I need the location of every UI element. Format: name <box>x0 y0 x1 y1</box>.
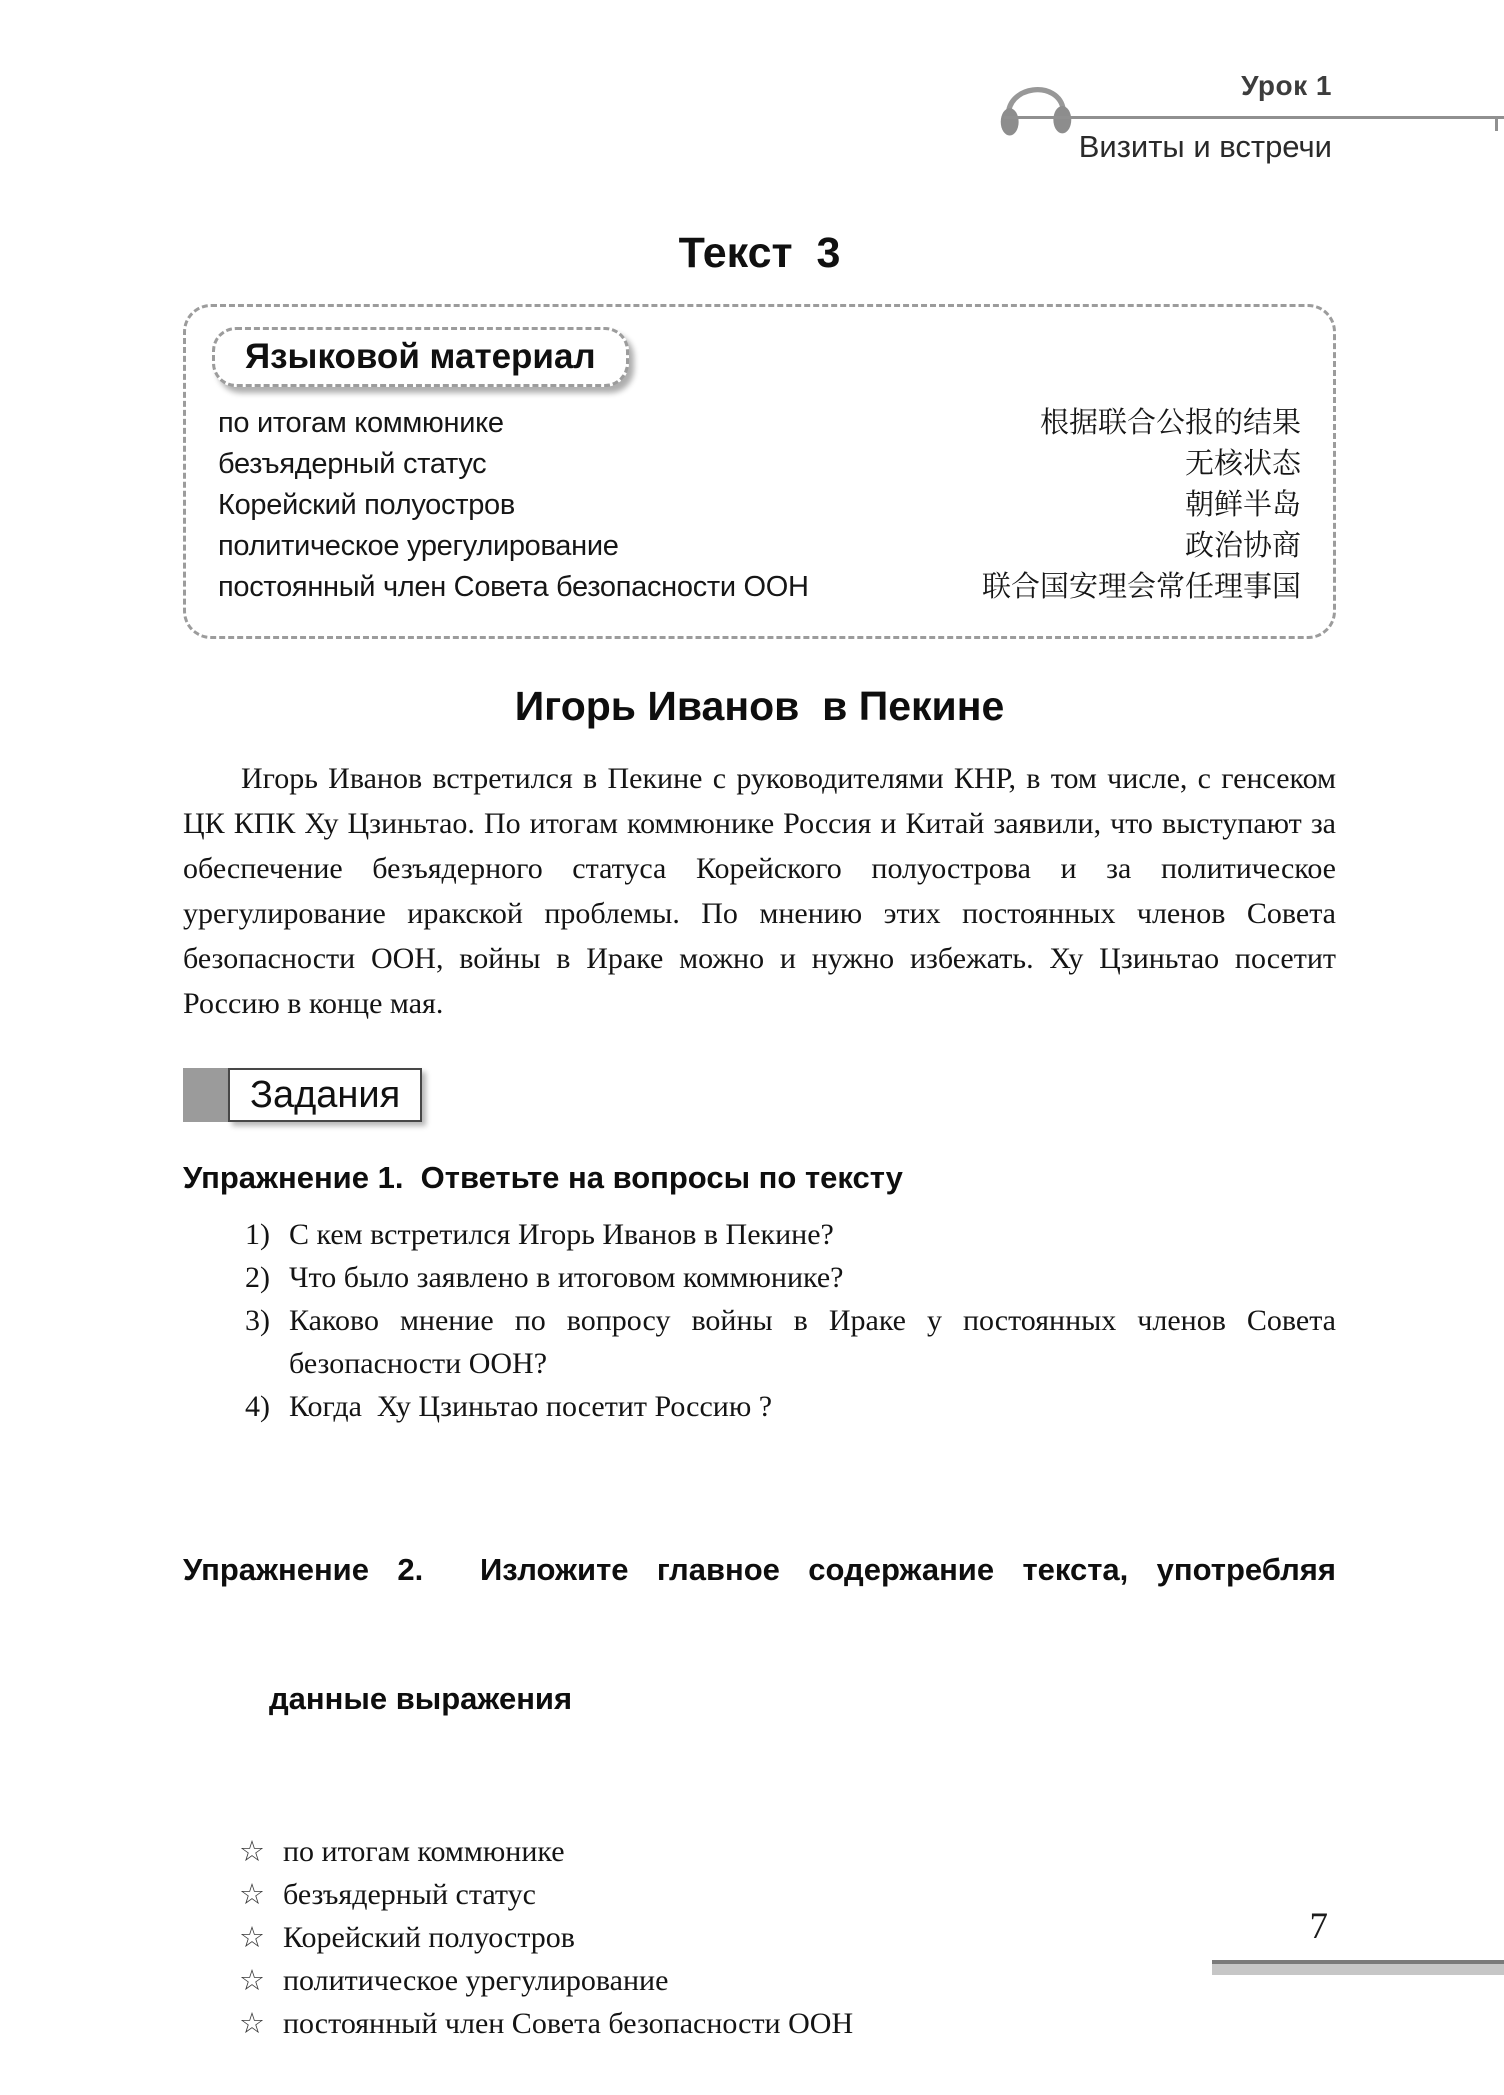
vocab-box <box>183 304 1336 639</box>
text-title: Текст 3 <box>678 229 841 277</box>
vocab-russian: постоянный член Совета безопасности ООН <box>218 571 809 603</box>
question-number: 3) <box>245 1304 270 1337</box>
expression-text: Корейский полуостров <box>283 1921 575 1954</box>
question-item <box>183 1213 1336 1256</box>
expression-text: по итогам коммюнике <box>283 1835 565 1868</box>
page-footer <box>0 1905 1504 1975</box>
vocab-russian: безъядерный статус <box>218 448 487 480</box>
vocab-russian: по итогам коммюнике <box>218 407 504 439</box>
vocab-russian: политическое урегулирование <box>218 530 619 562</box>
vocab-row <box>218 403 1301 444</box>
question-number: 4) <box>245 1390 270 1423</box>
exercise1-title: Упражнение 1. Ответьте на вопросы по тексту <box>183 1160 903 1195</box>
reading-text-heading: Игорь Иванов в Пекине <box>514 683 1005 729</box>
vocab-rows <box>218 403 1301 608</box>
question-text: Каково мнение по вопросу войны в Ираке у постоянных членов Совета безопасности ООН? <box>289 1304 1344 1380</box>
page-header <box>0 0 1504 165</box>
exercise2-title <box>183 1462 1336 1806</box>
page-number: 7 <box>1309 1906 1328 1947</box>
star-icon: ☆ <box>239 1877 265 1911</box>
exercise2-title-line1: Упражнение 2. Изложите главное содержание текста, употребляя <box>183 1552 1336 1587</box>
tasks-section-header <box>183 1068 1504 1122</box>
question-text: Когда Ху Цзиньтао посетит Россию ? <box>289 1390 773 1423</box>
header-rule-row <box>0 116 1504 119</box>
vocab-chinese: 根据联合公报的结果 <box>1039 407 1301 439</box>
star-icon: ☆ <box>239 1834 265 1868</box>
vocab-chinese: 无核状态 <box>1184 448 1301 480</box>
vocab-chinese: 联合国安理会常任理事国 <box>981 571 1301 603</box>
vocab-row <box>218 567 1301 608</box>
expression-item <box>183 2002 1336 2045</box>
header-rule <box>1004 116 1504 119</box>
star-icon: ☆ <box>239 1920 265 1954</box>
vocab-row <box>218 444 1301 485</box>
question-item <box>183 1385 1336 1428</box>
headphones-icon <box>996 70 1076 140</box>
question-number: 2) <box>245 1261 270 1294</box>
exercise2-title-line2: данные выражения <box>269 1681 573 1716</box>
vocab-russian: Корейский полуостров <box>218 489 515 521</box>
question-item <box>183 1256 1336 1299</box>
tasks-section-title: Задания <box>228 1068 422 1122</box>
expression-item <box>183 1830 1336 1873</box>
exercise1-questions <box>183 1213 1344 1428</box>
vocab-row <box>218 526 1301 567</box>
question-text: Что было заявлено в итоговом коммюнике? <box>289 1261 844 1294</box>
expression-text: политическое урегулирование <box>283 1964 669 1997</box>
expression-text: постоянный член Совета безопасности ООН <box>283 2007 854 2040</box>
vocab-chinese: 朝鲜半岛 <box>1184 489 1301 521</box>
question-text: С кем встретился Игорь Иванов в Пекине? <box>289 1218 834 1251</box>
vocab-chinese: 政治协商 <box>1184 530 1301 562</box>
footer-rule <box>1212 1960 1504 1975</box>
vocab-box-label: Языковой материал <box>212 327 629 387</box>
question-item <box>183 1299 1344 1385</box>
expression-text: безъядерный статус <box>283 1878 536 1911</box>
star-icon: ☆ <box>239 1963 265 1997</box>
lesson-subtitle: Визиты и встречи <box>1078 129 1332 164</box>
star-icon: ☆ <box>239 2006 265 2040</box>
vocab-row <box>218 485 1301 526</box>
reading-text-body: Игорь Иванов встретился в Пекине с руководителями КНР, в том числе, с генсеком ЦК КПК Ху Цзиньтао. По итогам коммюнике Россия и Китай заявили, что выступают за обеспечение безъядерного статуса Корейского полуострова и за политическое урегулирование иракской проблемы. По мнению этих постоянных членов Совета безопасности ООН, войны в Ираке можно и нужно избежать. Ху Цзиньтао посетит Россию в конце мая. <box>183 762 1336 1020</box>
lesson-number: Урок 1 <box>1241 70 1332 101</box>
question-number: 1) <box>245 1218 270 1251</box>
